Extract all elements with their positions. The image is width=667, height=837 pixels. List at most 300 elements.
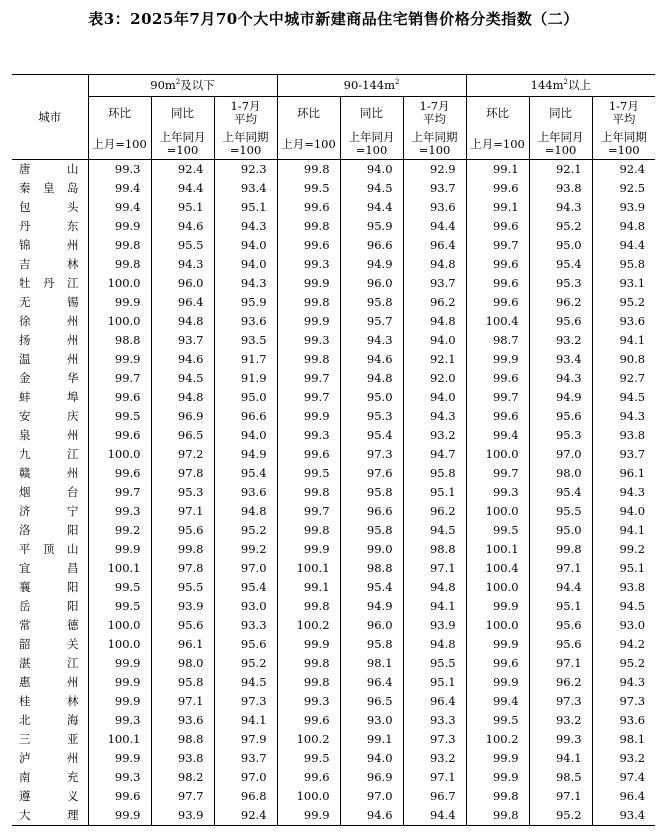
index-value: 99.6 — [277, 768, 340, 787]
table-row — [12, 198, 655, 217]
index-value: 96.6 — [340, 236, 403, 255]
index-value: 93.6 — [592, 711, 655, 730]
index-value: 95.2 — [214, 521, 277, 540]
index-value: 99.5 — [277, 464, 340, 483]
index-value: 96.2 — [403, 502, 466, 521]
index-value: 95.6 — [529, 616, 592, 635]
index-value: 94.0 — [214, 255, 277, 274]
index-value: 97.1 — [529, 787, 592, 806]
table-row — [12, 369, 655, 388]
index-value: 97.3 — [340, 445, 403, 464]
table-row — [12, 730, 655, 749]
index-value: 94.1 — [403, 597, 466, 616]
index-value: 93.6 — [214, 312, 277, 331]
index-value: 94.5 — [403, 521, 466, 540]
index-value: 99.3 — [277, 331, 340, 350]
index-value: 99.3 — [529, 730, 592, 749]
index-value: 99.6 — [277, 711, 340, 730]
index-value: 99.4 — [466, 426, 529, 445]
city-name: 秦皇岛 — [19, 181, 79, 195]
index-value: 95.1 — [592, 559, 655, 578]
index-value: 99.8 — [466, 787, 529, 806]
index-value: 92.7 — [592, 369, 655, 388]
index-value: 95.0 — [529, 236, 592, 255]
index-value: 100.2 — [466, 730, 529, 749]
index-value: 96.2 — [529, 293, 592, 312]
index-value: 99.4 — [466, 692, 529, 711]
index-value: 94.6 — [151, 217, 214, 236]
index-value: 93.6 — [214, 483, 277, 502]
index-value: 94.5 — [592, 597, 655, 616]
city-name: 岳阳 — [19, 599, 79, 613]
index-value: 97.6 — [340, 464, 403, 483]
index-value: 99.3 — [277, 255, 340, 274]
index-value: 95.0 — [340, 388, 403, 407]
city-name: 韶关 — [19, 637, 79, 651]
city-name: 泉州 — [19, 428, 79, 442]
index-value: 93.2 — [403, 749, 466, 768]
index-value: 94.0 — [592, 502, 655, 521]
index-value: 96.4 — [340, 673, 403, 692]
index-value: 99.9 — [277, 407, 340, 426]
city-name: 平顶山 — [19, 542, 79, 556]
index-value: 97.3 — [592, 692, 655, 711]
index-value: 95.5 — [151, 578, 214, 597]
table-row — [12, 502, 655, 521]
index-value: 94.8 — [151, 388, 214, 407]
city-name: 济宁 — [19, 504, 79, 518]
index-value: 99.3 — [277, 692, 340, 711]
index-value: 99.9 — [466, 749, 529, 768]
index-value: 92.1 — [529, 160, 592, 180]
base-ytd — [214, 129, 277, 160]
table-row — [12, 616, 655, 635]
index-value: 94.4 — [151, 179, 214, 198]
index-value: 99.9 — [88, 293, 151, 312]
index-value: 95.8 — [403, 464, 466, 483]
index-value: 95.5 — [151, 236, 214, 255]
index-value: 95.5 — [403, 654, 466, 673]
index-value: 95.3 — [529, 274, 592, 293]
index-value: 96.4 — [151, 293, 214, 312]
index-value: 94.3 — [529, 198, 592, 217]
index-value: 95.3 — [340, 407, 403, 426]
city-name: 常德 — [19, 618, 79, 632]
index-value: 95.1 — [151, 198, 214, 217]
index-value: 94.5 — [340, 179, 403, 198]
index-value: 99.8 — [277, 521, 340, 540]
index-value: 92.1 — [403, 350, 466, 369]
index-value: 98.8 — [88, 331, 151, 350]
index-value: 98.1 — [340, 654, 403, 673]
index-value: 99.2 — [214, 540, 277, 559]
index-value: 94.3 — [403, 407, 466, 426]
index-value: 95.7 — [340, 312, 403, 331]
index-value: 94.4 — [340, 198, 403, 217]
subheader-yoy: 同比 — [529, 97, 592, 130]
city-name: 九江 — [19, 447, 79, 461]
index-value: 99.9 — [88, 806, 151, 826]
index-value: 93.0 — [340, 711, 403, 730]
index-value: 93.2 — [592, 749, 655, 768]
index-value: 94.5 — [151, 369, 214, 388]
index-value: 91.7 — [214, 350, 277, 369]
index-value: 99.3 — [88, 160, 151, 180]
table-row — [12, 787, 655, 806]
index-value: 93.3 — [214, 616, 277, 635]
index-value: 94.1 — [592, 331, 655, 350]
index-value: 95.8 — [592, 255, 655, 274]
index-value: 94.8 — [403, 578, 466, 597]
index-value: 95.6 — [151, 521, 214, 540]
index-value: 95.4 — [340, 426, 403, 445]
index-value: 95.6 — [529, 312, 592, 331]
city-name: 大理 — [12, 806, 88, 826]
table-row — [12, 445, 655, 464]
table-row — [12, 540, 655, 559]
index-value: 93.1 — [592, 274, 655, 293]
table-row — [12, 749, 655, 768]
index-value: 100.1 — [88, 730, 151, 749]
index-value: 94.3 — [340, 331, 403, 350]
city-name: 吉林 — [19, 257, 79, 271]
index-value: 99.9 — [466, 597, 529, 616]
index-value: 94.4 — [592, 236, 655, 255]
index-value: 97.7 — [151, 787, 214, 806]
index-value: 95.9 — [214, 293, 277, 312]
header-base-row — [12, 129, 655, 160]
index-value: 99.1 — [466, 160, 529, 180]
index-value: 95.1 — [529, 597, 592, 616]
index-value: 97.3 — [529, 692, 592, 711]
base-ytd-line2: =100 — [608, 143, 640, 157]
page-title: 表3：2025年7月70个大中城市新建商品住宅销售价格分类指数（二） — [88, 10, 579, 28]
index-value: 93.0 — [214, 597, 277, 616]
index-value: 94.4 — [403, 806, 466, 826]
index-value: 94.3 — [214, 217, 277, 236]
index-value: 96.4 — [403, 236, 466, 255]
index-value: 93.9 — [151, 597, 214, 616]
table-row — [12, 331, 655, 350]
index-value: 96.4 — [592, 787, 655, 806]
index-value: 93.9 — [151, 806, 214, 826]
index-value: 90.8 — [592, 350, 655, 369]
subheader-ytd-line2: 平均 — [423, 112, 447, 126]
index-value: 97.1 — [403, 768, 466, 787]
index-value: 95.1 — [403, 483, 466, 502]
table-row — [12, 521, 655, 540]
index-value: 96.7 — [403, 787, 466, 806]
index-value: 94.4 — [529, 578, 592, 597]
index-value: 99.1 — [466, 198, 529, 217]
base-yoy-line2: =100 — [544, 143, 577, 157]
index-value: 95.0 — [214, 388, 277, 407]
index-value: 99.9 — [88, 654, 151, 673]
index-value: 99.8 — [277, 217, 340, 236]
index-value: 99.5 — [88, 597, 151, 616]
city-name: 惠州 — [19, 675, 79, 689]
base-mom: 上月=100 — [277, 129, 340, 160]
table-row — [12, 274, 655, 293]
index-value: 94.2 — [592, 635, 655, 654]
index-value: 98.2 — [151, 768, 214, 787]
index-value: 99.6 — [466, 293, 529, 312]
index-value: 98.1 — [592, 730, 655, 749]
index-value: 94.9 — [340, 255, 403, 274]
index-value: 96.2 — [529, 673, 592, 692]
index-value: 96.8 — [214, 787, 277, 806]
index-value: 95.4 — [529, 483, 592, 502]
subheader-ytd-line1: 1-7月 — [608, 99, 639, 113]
table-row — [12, 179, 655, 198]
index-value: 93.4 — [592, 806, 655, 826]
index-value: 93.6 — [151, 711, 214, 730]
table-row — [12, 635, 655, 654]
table-row — [12, 692, 655, 711]
header-sub-row — [12, 97, 655, 130]
city-name: 包头 — [19, 200, 79, 214]
index-value: 99.9 — [277, 635, 340, 654]
index-value: 99.2 — [592, 540, 655, 559]
index-value: 97.4 — [592, 768, 655, 787]
index-value: 96.1 — [592, 464, 655, 483]
index-value: 95.6 — [214, 635, 277, 654]
group-header-under-90: $90m^2$及以下 — [88, 75, 277, 97]
index-value: 95.2 — [592, 654, 655, 673]
index-value: 99.6 — [88, 426, 151, 445]
index-value: 98.7 — [466, 331, 529, 350]
index-value: 94.3 — [529, 369, 592, 388]
city-name: 锦州 — [19, 238, 79, 252]
index-value: 99.6 — [88, 388, 151, 407]
index-value: 98.8 — [151, 730, 214, 749]
index-value: 99.8 — [88, 255, 151, 274]
index-value: 93.7 — [592, 445, 655, 464]
index-value: 97.1 — [529, 559, 592, 578]
index-value: 99.4 — [88, 198, 151, 217]
index-value: 95.8 — [340, 521, 403, 540]
index-value: 99.2 — [88, 521, 151, 540]
city-name: 三亚 — [19, 732, 79, 746]
table-row — [12, 426, 655, 445]
index-value: 99.9 — [88, 749, 151, 768]
index-value: 99.6 — [466, 179, 529, 198]
index-value: 94.9 — [214, 445, 277, 464]
index-value: 97.3 — [403, 730, 466, 749]
index-value: 100.0 — [88, 616, 151, 635]
index-value: 97.1 — [151, 502, 214, 521]
index-value: 98.5 — [529, 768, 592, 787]
table-header — [12, 75, 655, 160]
subheader-yoy: 同比 — [151, 97, 214, 130]
index-value: 92.4 — [151, 160, 214, 180]
index-value: 98.0 — [529, 464, 592, 483]
index-value: 99.9 — [277, 274, 340, 293]
index-value: 100.0 — [466, 578, 529, 597]
index-value: 96.0 — [151, 274, 214, 293]
index-value: 99.8 — [466, 806, 529, 826]
base-ytd — [403, 129, 466, 160]
index-value: 100.1 — [88, 559, 151, 578]
index-value: 95.8 — [340, 635, 403, 654]
index-value: 94.3 — [592, 407, 655, 426]
index-value: 100.0 — [466, 616, 529, 635]
index-value: 99.9 — [277, 540, 340, 559]
city-name: 牡丹江 — [19, 276, 79, 290]
table-row — [12, 217, 655, 236]
index-value: 94.1 — [592, 521, 655, 540]
index-value: 98.0 — [151, 654, 214, 673]
subheader-ytd — [214, 97, 277, 130]
index-value: 99.6 — [88, 787, 151, 806]
index-value: 95.6 — [529, 635, 592, 654]
index-value: 99.9 — [88, 350, 151, 369]
city-name: 赣州 — [19, 466, 79, 480]
city-name: 烟台 — [19, 485, 79, 499]
base-mom: 上月=100 — [88, 129, 151, 160]
index-value: 96.4 — [403, 692, 466, 711]
index-value: 99.9 — [466, 768, 529, 787]
index-value: 95.3 — [151, 483, 214, 502]
index-value: 99.3 — [88, 502, 151, 521]
city-name: 安庆 — [19, 409, 79, 423]
index-value: 97.0 — [340, 787, 403, 806]
index-value: 99.9 — [277, 312, 340, 331]
index-value: 99.9 — [466, 350, 529, 369]
index-value: 99.6 — [277, 198, 340, 217]
table-row — [12, 768, 655, 787]
index-value: 99.8 — [529, 540, 592, 559]
index-value: 93.7 — [151, 331, 214, 350]
index-value: 93.4 — [214, 179, 277, 198]
table-row — [12, 160, 655, 180]
city-name: 温州 — [19, 352, 79, 366]
index-value: 95.8 — [340, 293, 403, 312]
base-yoy-line1: 上年同月 — [159, 130, 206, 144]
index-value: 99.8 — [277, 483, 340, 502]
index-value: 99.3 — [88, 768, 151, 787]
index-value: 95.8 — [151, 673, 214, 692]
index-value: 100.4 — [466, 312, 529, 331]
index-value: 99.9 — [277, 806, 340, 826]
index-value: 100.0 — [88, 445, 151, 464]
index-value: 99.8 — [277, 654, 340, 673]
city-name: 泸州 — [19, 751, 79, 765]
index-value: 97.9 — [214, 730, 277, 749]
index-value: 98.8 — [340, 559, 403, 578]
index-value: 96.6 — [340, 502, 403, 521]
index-value: 98.8 — [403, 540, 466, 559]
index-value: 99.9 — [88, 540, 151, 559]
subheader-ytd-line1: 1-7月 — [230, 99, 261, 113]
index-value: 99.7 — [466, 236, 529, 255]
index-value: 95.8 — [340, 483, 403, 502]
index-value: 99.6 — [466, 369, 529, 388]
index-value: 99.3 — [277, 426, 340, 445]
index-value: 92.5 — [592, 179, 655, 198]
index-value: 94.8 — [592, 217, 655, 236]
base-yoy — [151, 129, 214, 160]
index-value: 94.7 — [403, 445, 466, 464]
index-value: 96.2 — [403, 293, 466, 312]
index-value: 96.0 — [340, 274, 403, 293]
table-row — [12, 578, 655, 597]
index-value: 99.7 — [466, 388, 529, 407]
index-value: 95.4 — [529, 255, 592, 274]
index-value: 99.6 — [466, 255, 529, 274]
index-value: 96.5 — [151, 426, 214, 445]
index-value: 99.6 — [466, 274, 529, 293]
index-value: 100.2 — [277, 730, 340, 749]
index-value: 95.6 — [529, 407, 592, 426]
base-yoy — [529, 129, 592, 160]
table-row — [12, 711, 655, 730]
index-value: 96.6 — [214, 407, 277, 426]
city-name: 桂林 — [19, 694, 79, 708]
index-value: 99.5 — [277, 179, 340, 198]
index-value: 94.5 — [214, 673, 277, 692]
index-value: 94.0 — [214, 236, 277, 255]
base-ytd-line2: =100 — [418, 143, 451, 157]
index-value: 95.6 — [151, 616, 214, 635]
index-value: 93.9 — [403, 616, 466, 635]
city-name: 南充 — [19, 770, 79, 784]
index-value: 94.0 — [403, 331, 466, 350]
index-value: 94.3 — [214, 274, 277, 293]
index-value: 99.7 — [466, 464, 529, 483]
index-value: 94.8 — [403, 255, 466, 274]
city-column-header: 城市 — [12, 75, 88, 160]
subheader-mom: 环比 — [277, 97, 340, 130]
index-value: 96.1 — [151, 635, 214, 654]
index-value: 94.6 — [340, 350, 403, 369]
index-value: 95.2 — [529, 806, 592, 826]
index-value: 93.7 — [403, 179, 466, 198]
index-value: 94.8 — [151, 312, 214, 331]
base-yoy-line1: 上年同月 — [348, 130, 395, 144]
index-value: 99.7 — [88, 369, 151, 388]
index-value: 94.6 — [151, 350, 214, 369]
index-value: 99.8 — [88, 236, 151, 255]
index-value: 99.7 — [277, 388, 340, 407]
index-value: 93.2 — [403, 426, 466, 445]
index-value: 94.1 — [214, 711, 277, 730]
table-row — [12, 236, 655, 255]
index-value: 99.9 — [88, 673, 151, 692]
index-value: 99.9 — [88, 217, 151, 236]
index-value: 99.6 — [466, 654, 529, 673]
index-value: 94.0 — [340, 160, 403, 180]
subheader-ytd — [592, 97, 655, 130]
base-yoy-line1: 上年同月 — [537, 130, 584, 144]
table-row — [12, 255, 655, 274]
index-value: 95.9 — [340, 217, 403, 236]
index-value: 95.1 — [403, 673, 466, 692]
index-value: 99.3 — [88, 711, 151, 730]
index-value: 95.2 — [592, 293, 655, 312]
index-value: 97.8 — [151, 559, 214, 578]
index-value: 93.6 — [592, 312, 655, 331]
index-value: 99.4 — [88, 179, 151, 198]
index-value: 99.6 — [466, 217, 529, 236]
index-value: 95.2 — [214, 654, 277, 673]
index-value: 95.5 — [529, 502, 592, 521]
index-value: 100.1 — [277, 559, 340, 578]
index-value: 93.9 — [592, 198, 655, 217]
group-header-90-144: $90-144m^2$ — [277, 75, 466, 97]
index-value: 92.4 — [214, 806, 277, 826]
index-value: 93.6 — [403, 198, 466, 217]
